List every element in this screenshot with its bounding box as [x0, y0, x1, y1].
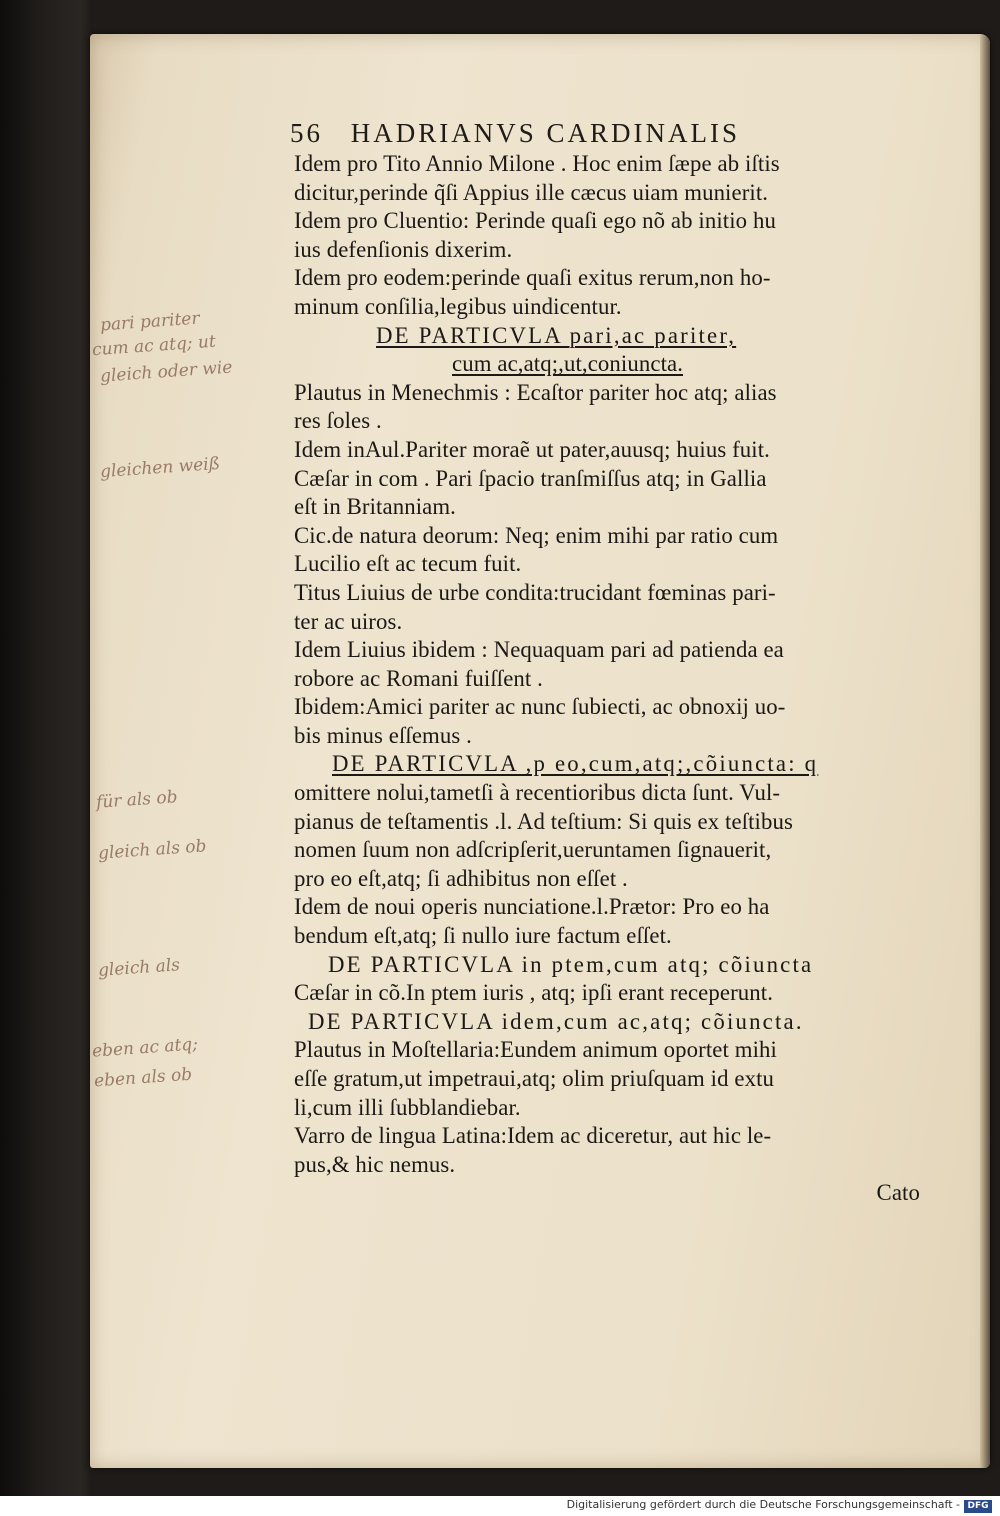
text-line: omittere nolui,tametſi à recentioribus dicta ſunt. Vul- [294, 780, 781, 806]
text-line: Idem pro Cluentio: Perinde quaſi ego nõ ab initio hu [294, 208, 776, 234]
text-line: Idem de noui operis nunciatione.l.Prætor: Pro eo ha [294, 894, 770, 920]
text-line: robore ac Romani fuiſſent . [294, 665, 543, 691]
text-line: eſſe gratum,ut impetraui,atq; olim priuſquam id extu [294, 1066, 775, 1091]
text-line: li,cum illi ſubblandiebar. [294, 1094, 521, 1120]
margin-note: cum ac atq; ut [91, 331, 217, 361]
text-line: pus,& hic nemus. [294, 1151, 456, 1177]
running-header [290, 118, 740, 154]
text-line: pro eo eſt,atq; ſi adhibitus non eſſet . [294, 865, 628, 891]
section-heading: DE PARTICVLA pari,ac pariter, [376, 322, 737, 348]
section-heading: DE PARTICVLA in ptem,cum atq; cõiuncta [328, 951, 814, 977]
text-line: Idem Liuius ibidem : Nequaquam pari ad patienda ea [294, 637, 784, 663]
dfg-logo: DFG [964, 1500, 992, 1513]
text-line: eſt in Britanniam. [294, 494, 456, 520]
text-line: Ibidem:Amici pariter ac nunc ſubiecti, ac obnoxij uo- [294, 694, 786, 720]
text-line: ter ac uiros. [294, 608, 403, 634]
text-line: Cic.de natura deorum: Neq; enim mihi par ratio cum [294, 522, 779, 548]
text-line: bis minus eſſemus . [294, 722, 472, 748]
text-line: Idem pro Tito Annio Milone . Hoc enim ſæpe ab iſtis [294, 151, 780, 176]
text-line: Cæſar in com . Pari ſpacio tranſmiſſus atq; in Gallia [294, 465, 767, 491]
text-line: res ſoles . [294, 408, 382, 434]
text-line: dicitur,perinde q̃ſi Appius ille cæcus uiam munierit. [294, 179, 769, 205]
text-line: Cæſar in cõ.In ptem iuris , atq; ipſi erant receperunt. [294, 980, 774, 1006]
margin-note: eben als ob [93, 1064, 193, 1092]
footer-credit: Digitalisierung gefördert durch die Deutsche Forschungsgemeinschaft - [566, 1498, 960, 1511]
text-line: Idem pro eodem:perinde quaſi exitus rerum,non ho- [294, 265, 771, 291]
margin-note: eben ac atq; [91, 1034, 199, 1062]
text-line: pianus de teſtamentis .l. Ad teſtium: Si quis ex teſtibus [294, 808, 793, 834]
text-line: minum conſilia,legibus uindicentur. [294, 293, 622, 319]
text-line: Plautus in Menechmis : Ecaſtor pariter hoc atq; alias [294, 379, 777, 405]
margin-note: gleichen weiß [99, 453, 221, 483]
page-edge [980, 34, 990, 1468]
text-line: Idem inAul.Pariter moraẽ ut pater,auusq; huius fuit. [294, 436, 770, 462]
margin-note: pari pariter [99, 308, 201, 336]
text-line: Varro de lingua Latina:Idem ac diceretur, aut hic le- [294, 1123, 772, 1149]
margin-note: gleich als [97, 955, 181, 981]
margin-note: gleich oder wie [99, 357, 233, 387]
section-heading: DE PARTICVLA ,p eo,cum,atq;,cõiuncta: q [332, 751, 819, 777]
body-text [294, 150, 924, 1208]
text-line: Lucilio eſt ac tecum fuit. [294, 551, 522, 577]
margin-note: gleich als ob [97, 836, 208, 864]
text-line: Titus Liuius de urbe condita:trucidant fœminas pari- [294, 579, 776, 605]
section-heading-continuation: cum ac,atq;,ut,coniuncta. [452, 351, 684, 377]
page-number: 56 [290, 118, 323, 148]
text-line: bendum eſt,atq; ſi nullo iure factum eſſet. [294, 923, 672, 949]
text-line: ius defenſionis dixerim. [294, 236, 513, 262]
margin-note: für als ob [95, 787, 179, 813]
text-line: Plautus in Moſtellaria:Eundem animum oportet mihi [294, 1037, 777, 1063]
catchword: Cato [876, 1180, 920, 1206]
section-heading: DE PARTICVLA idem,cum ac,atq; cõiuncta. [308, 1008, 804, 1034]
running-title: HADRIANVS CARDINALIS [350, 118, 741, 148]
text-line: nomen ſuum non adſcripſerit,ueruntamen ſignauerit, [294, 837, 772, 863]
